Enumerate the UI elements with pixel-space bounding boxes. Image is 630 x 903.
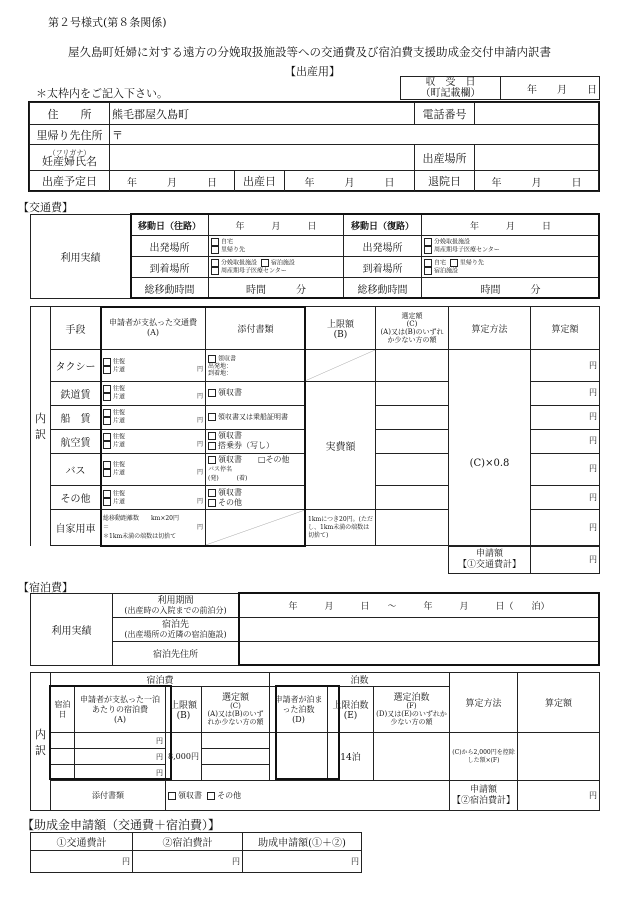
name-field[interactable] — [110, 145, 415, 171]
back-depart-label: 出発場所 — [344, 236, 422, 257]
total-col3-label: 助成申請額(①＋②) — [243, 833, 362, 851]
lodging-paid-frame — [49, 685, 172, 780]
received-date-field[interactable]: 年 月 日 — [501, 77, 600, 100]
back-depart-options[interactable]: 分娩取扱施設 周産期母子医療センター — [422, 236, 600, 257]
paid-per-night-header: 申請者が支払った一泊あたりの宿泊費 (A) — [75, 687, 166, 733]
lodging-selected-field[interactable] — [202, 765, 270, 781]
header-limit: 上限額 (B) — [306, 307, 376, 350]
back-arrive-options[interactable]: 自宅 里帰り先 宿泊施設 — [422, 257, 600, 278]
total-table — [30, 832, 362, 873]
lodging-section-title: 【宿泊費】 — [18, 581, 73, 594]
discharge-field[interactable]: 年 月 日 — [475, 171, 599, 192]
lodging-cost-group: 宿泊費 — [51, 673, 270, 687]
lodging-request-field[interactable]: 円 — [518, 781, 600, 811]
transport-request-table — [448, 546, 600, 574]
out-arrive-label: 到着場所 — [131, 257, 209, 278]
due-date-label: 出産予定日 — [30, 171, 110, 192]
nights-limit-header: 上限泊数 (E) — [328, 687, 374, 733]
out-time-field[interactable]: 時間 分 — [209, 278, 344, 299]
row-limit — [306, 350, 376, 382]
actual-cost-label: 実費額 — [306, 381, 376, 509]
row-docs[interactable]: 領収書 □その他 バス停名 (発) (着) — [206, 453, 306, 486]
nights-paid-header: 申請者が泊まった泊数 (D) — [270, 687, 328, 733]
move-out-date-field[interactable]: 年 月 日 — [209, 215, 344, 236]
period-label: 利用期間 (出産時の入院までの前泊分) — [113, 594, 239, 618]
place-label: 宿泊先 (出産場所の近隣の宿泊施設) — [113, 618, 239, 642]
transport-request-label: 申請額 【①交通費計】 — [449, 547, 531, 574]
return-address-field[interactable]: 〒 — [110, 125, 599, 145]
row-means: 鉄道賃 — [51, 381, 101, 405]
row-docs[interactable]: 領収書又は乗船証明書 — [206, 405, 306, 429]
move-out-label: 移動日（往路） — [131, 215, 209, 236]
row-selected-field[interactable] — [376, 350, 449, 382]
transport-usage-label: 利用実績 — [31, 215, 131, 299]
breakdown-label: 内訳 — [31, 307, 51, 546]
lodging-nights-group: 泊数 — [270, 673, 450, 687]
row-paid-field[interactable]: 往復 片道 円 — [101, 381, 206, 405]
lodging-method-value: (C)から2,000円を控除した額×(F) — [450, 733, 518, 781]
nights-limit-value: 14泊 — [328, 733, 374, 781]
total-transport-field[interactable]: 円 — [31, 851, 133, 873]
total-request-field[interactable]: 円 — [243, 851, 362, 873]
lodging-calc-field[interactable] — [518, 733, 600, 781]
row-calc-field[interactable]: 円 — [531, 453, 600, 486]
out-time-label: 総移動時間 — [131, 278, 209, 299]
row-paid-field[interactable]: 往復 片道 円 — [101, 486, 206, 510]
row-means: その他 — [51, 486, 101, 510]
birth-date-field[interactable]: 年 月 日 — [285, 171, 415, 192]
nights-selected-field[interactable] — [374, 733, 450, 781]
row-paid-field[interactable]: 往復 片道 円 — [101, 405, 206, 429]
transport-request-field[interactable]: 円 — [531, 547, 600, 574]
address-label: 住 所 — [30, 103, 110, 125]
move-back-date-field[interactable]: 年 月 日 — [422, 215, 600, 236]
lodging-usage-label: 利用実績 — [31, 594, 113, 666]
lodging-limit-header: 上限額 (B) — [166, 687, 202, 733]
row-means: 航空賃 — [51, 429, 101, 453]
nights-paid-frame — [275, 685, 340, 780]
phone-field[interactable] — [475, 103, 599, 125]
back-time-field[interactable]: 時間 分 — [422, 278, 600, 299]
nights-selected-header: 選定泊数 (F) (D)又は(E)のいずれか少ない方の額 — [374, 687, 450, 733]
row-method — [449, 350, 531, 382]
page-title: 屋久島町妊婦に対する遠方の分娩取扱施設等への交通費及び宿泊費支援助成金交付申請内訳書 — [68, 45, 551, 59]
name-label: （フリガナ） 妊産婦氏名 — [30, 145, 110, 171]
row-selected-field[interactable] — [376, 510, 449, 546]
transport-usage-frame — [130, 213, 600, 299]
lodging-usage-frame — [238, 592, 600, 666]
header-docs: 添付書類 — [206, 307, 306, 350]
lodging-selected-field[interactable] — [202, 733, 270, 749]
birth-place-label: 出産場所 — [415, 145, 475, 171]
address-field[interactable]: 熊毛郡屋久島町 — [110, 103, 415, 125]
page-subtitle: 【出産用】 — [285, 65, 340, 78]
row-calc-field[interactable]: 円 — [531, 510, 600, 546]
move-back-label: 移動日（復路） — [344, 215, 422, 236]
lodging-selected-field[interactable] — [202, 749, 270, 765]
lodging-request-label: 申請額 【②宿泊費計】 — [450, 781, 518, 811]
period-field[interactable]: 年 月 日 〜 年 月 日（ 泊） — [239, 594, 600, 618]
total-col2-label: ②宿泊費計 — [133, 833, 243, 851]
form-number: 第２号様式(第８条関係) — [48, 16, 167, 29]
stay-date-header: 宿泊日 — [51, 687, 75, 733]
received-date-box — [400, 76, 600, 100]
row-calc-field[interactable]: 円 — [531, 429, 600, 453]
row-docs[interactable]: 領収書 出発地： 到着地： — [206, 350, 306, 382]
place-address-label: 宿泊先住所 — [113, 642, 239, 666]
header-means: 手段 — [51, 307, 101, 350]
due-date-field[interactable]: 年 月 日 — [110, 171, 235, 192]
row-docs[interactable]: 領収書 搭乗券（写し） — [206, 429, 306, 453]
transport-section-title: 【交通費】 — [18, 201, 73, 214]
row-docs[interactable]: 領収書 — [206, 381, 306, 405]
transport-paid-frame — [100, 306, 306, 547]
paid-per-night-field[interactable]: 円 — [75, 733, 166, 749]
discharge-label: 退院日 — [415, 171, 475, 192]
total-lodging-field[interactable]: 円 — [133, 851, 243, 873]
car-limit-note: 1kmにつき20円。(ただし、1km未満の端数は切捨て) — [306, 510, 376, 546]
lodging-attach-label: 添付書類 — [51, 781, 166, 811]
row-paid-field[interactable]: 往復 片道 円 — [101, 453, 206, 486]
lodging-calc-header: 算定額 — [518, 673, 600, 733]
return-address-label: 里帰り先住所 — [30, 125, 110, 145]
lodging-method-header: 算定方法 — [450, 673, 518, 733]
header-selected: 選定額 (C) (A)又は(B)のいずれか少ない方の額 — [376, 307, 449, 350]
out-depart-options[interactable]: 自宅 里帰り先 — [209, 236, 344, 257]
row-calc-field[interactable]: 円 — [531, 405, 600, 429]
row-selected-field[interactable] — [376, 405, 449, 429]
back-arrive-label: 到着場所 — [344, 257, 422, 278]
row-paid-field[interactable]: 往復 片道 円 — [101, 350, 206, 382]
header-method: 算定方法 — [449, 307, 531, 350]
row-selected-field[interactable] — [376, 453, 449, 486]
lodging-attach-options[interactable]: 領収書 その他 — [166, 781, 450, 811]
paid-per-night-field[interactable]: 円 — [75, 765, 166, 781]
lodging-breakdown-label: 内訳 — [31, 673, 51, 811]
out-arrive-options[interactable]: 分娩取扱施設 宿泊施設 周産期母子医療センター — [209, 257, 344, 278]
row-means: 自家用車 — [51, 510, 101, 546]
birth-date-label: 出産日 — [235, 171, 285, 192]
row-docs[interactable]: 領収書 その他 — [206, 486, 306, 510]
row-means: バス — [51, 453, 101, 486]
total-section-title: 【助成金申請額（交通費＋宿泊費）】 — [22, 818, 221, 832]
paid-per-night-field[interactable]: 円 — [75, 749, 166, 765]
back-time-label: 総移動時間 — [344, 278, 422, 299]
applicant-table — [29, 102, 599, 192]
row-calc-field[interactable]: 円 — [531, 486, 600, 510]
row-selected-field[interactable] — [376, 381, 449, 405]
row-selected-field[interactable] — [376, 486, 449, 510]
car-formula-field[interactable]: 総移動距離数 km×20円 ＝ 円 ＊1km未満の端数は切捨て — [101, 510, 206, 546]
transport-method-value: (C)×0.8 — [449, 381, 531, 545]
out-depart-label: 出発場所 — [131, 236, 209, 257]
phone-label: 電話番号 — [415, 103, 475, 125]
row-calc-field[interactable]: 円 — [531, 350, 600, 382]
instruction-text: ＊太枠内をご記入下さい。 — [36, 87, 168, 100]
header-calc: 算定額 — [531, 307, 600, 350]
row-calc-field[interactable]: 円 — [531, 381, 600, 405]
row-selected-field[interactable] — [376, 429, 449, 453]
received-label: 収 受 日 （町記載欄） — [401, 77, 501, 100]
total-col1-label: ①交通費計 — [31, 833, 133, 851]
birth-place-field[interactable] — [475, 145, 599, 171]
row-means: タクシー — [51, 350, 101, 382]
row-means: 船 賃 — [51, 405, 101, 429]
row-paid-field[interactable]: 往復 片道 円 — [101, 429, 206, 453]
header-paid: 申請者が支払った交通費 (A) — [101, 307, 206, 350]
lodging-limit-value: 8,000円 — [166, 733, 202, 781]
lodging-selected-header: 選定額 (C) (A)又は(B)のいずれか少ない方の額 — [202, 687, 270, 733]
